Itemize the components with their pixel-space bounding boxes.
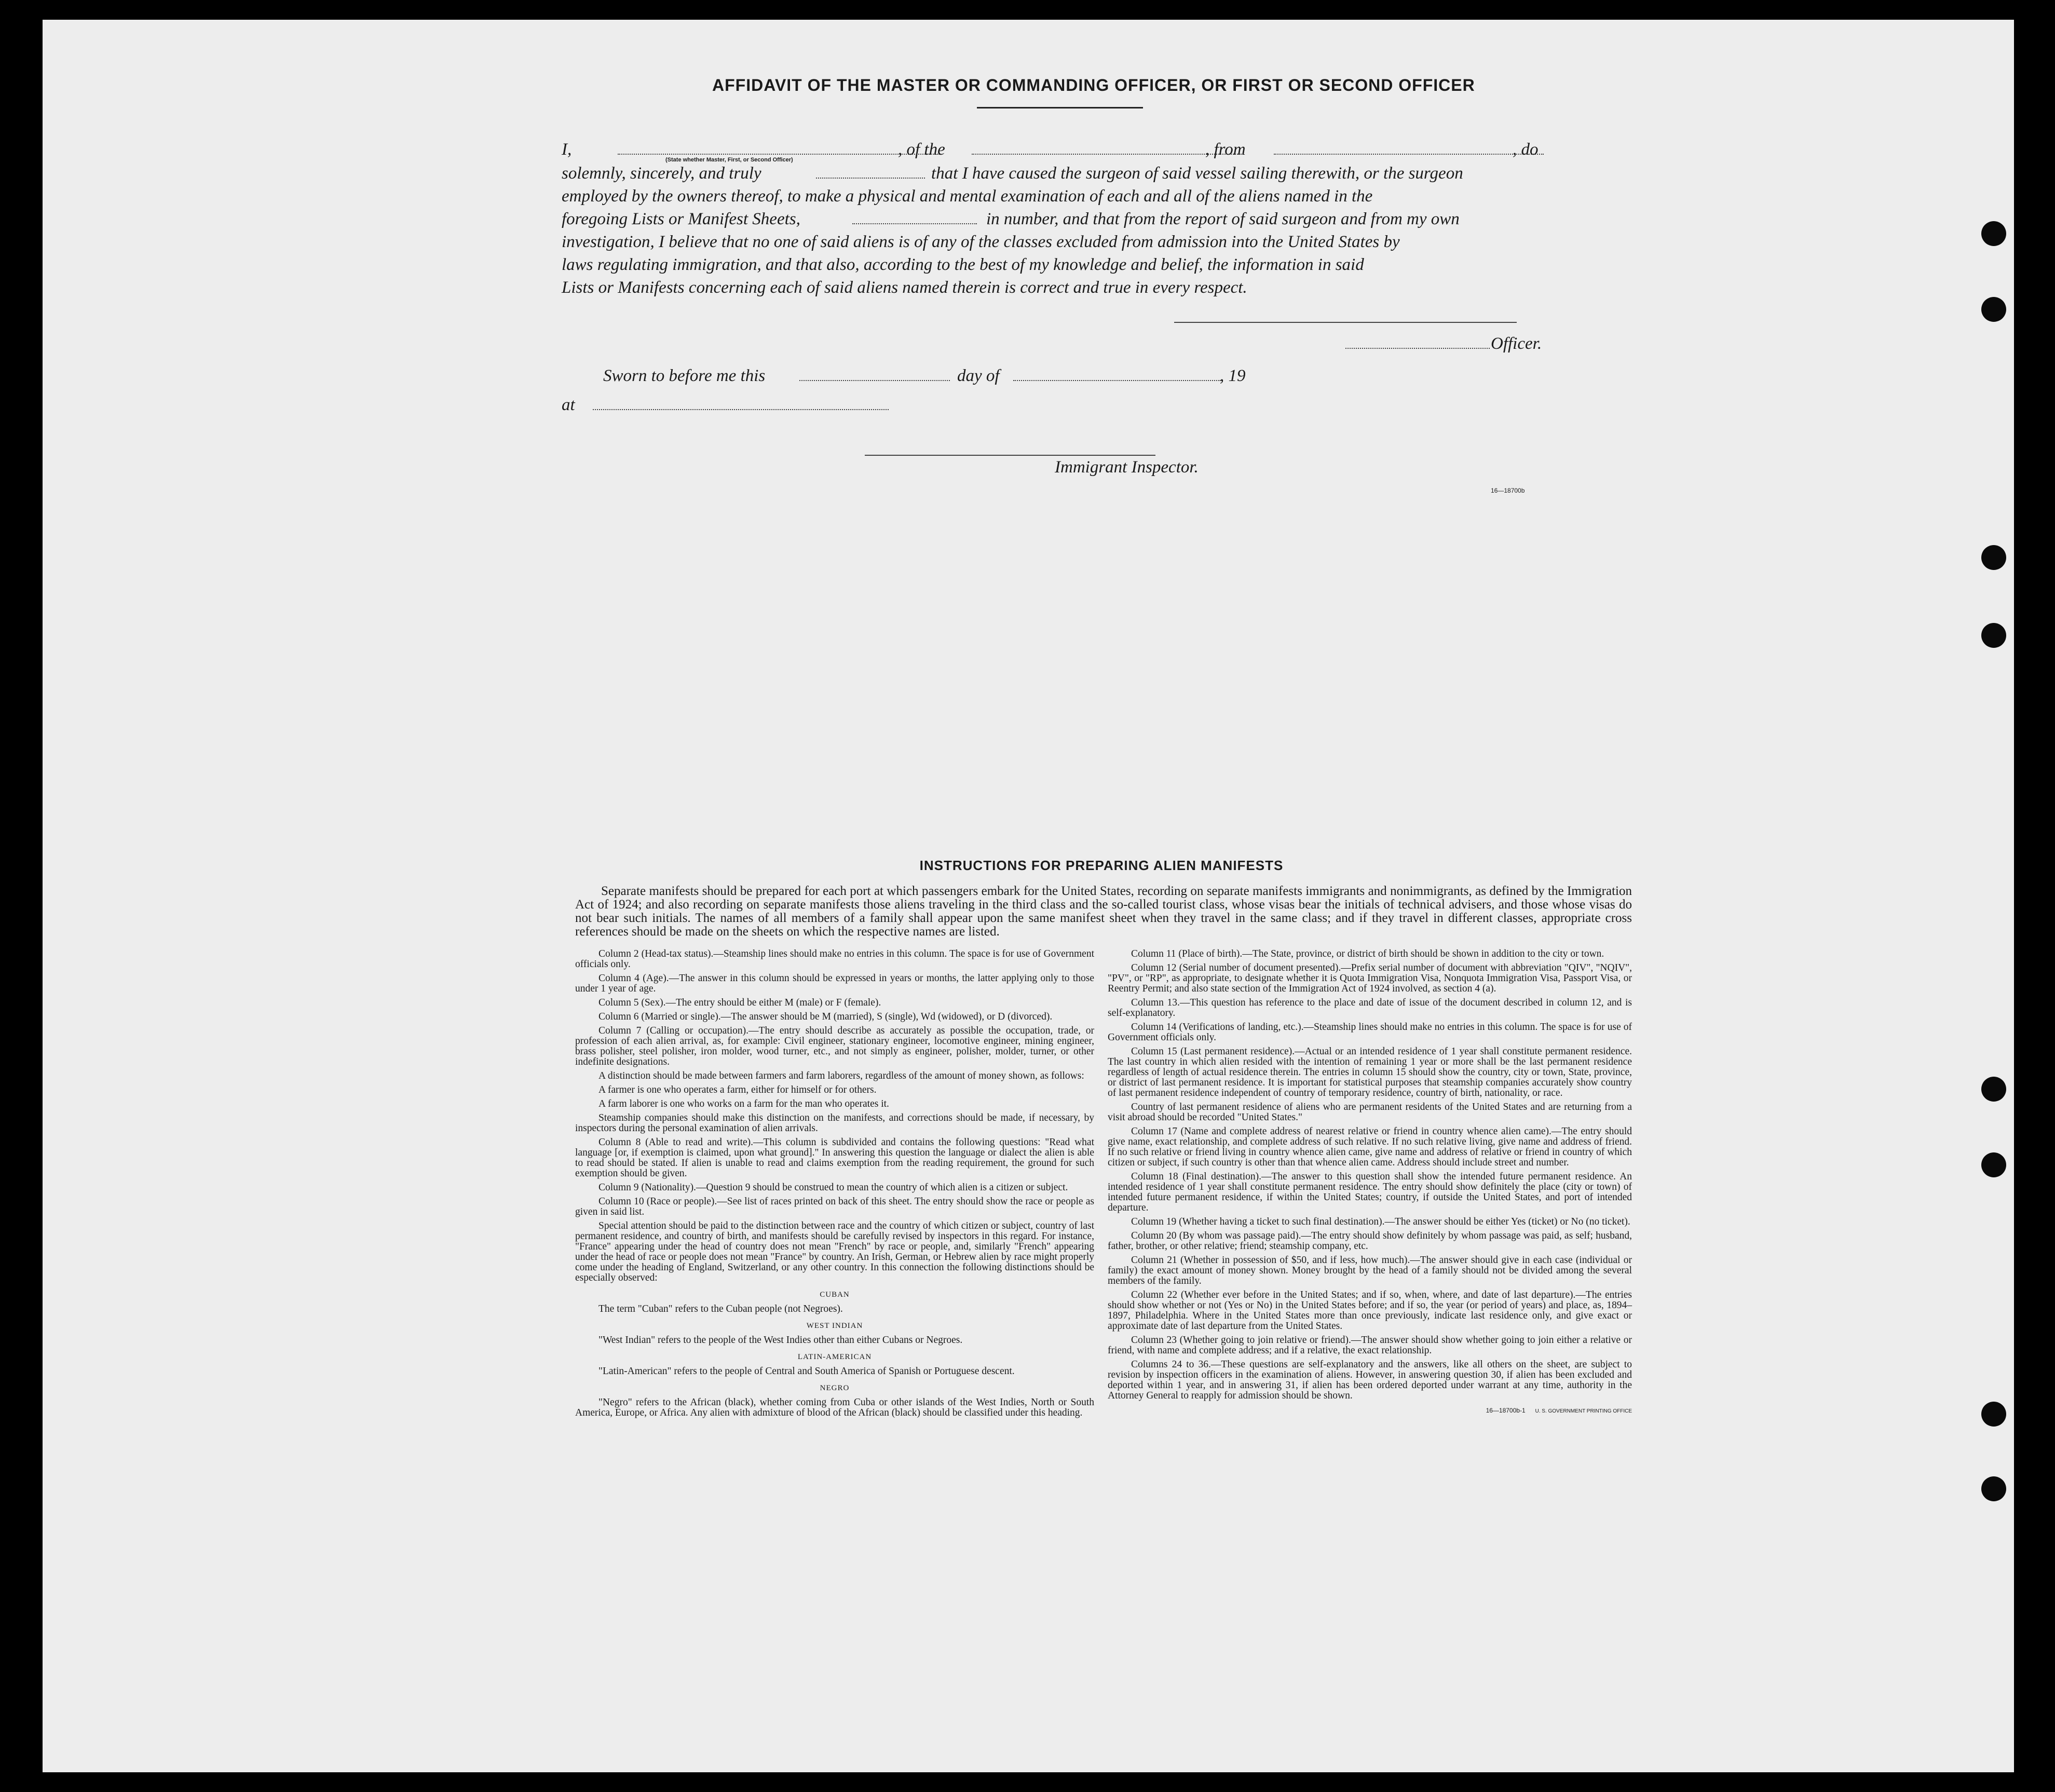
affidavit-line7: Lists or Manifests concerning each of said aliens named therein is correct and true in every respect. bbox=[562, 278, 1247, 297]
heading-west-indian: WEST INDIAN bbox=[806, 1322, 863, 1330]
officer-signature-blank bbox=[1345, 348, 1490, 349]
vessel-name-blank bbox=[972, 154, 1242, 155]
punch-hole bbox=[1981, 1402, 2006, 1427]
instruction-paragraph: "Negro" refers to the African (black), whether coming from Cuba or other islands of the West Indies, North or South America, Europe, or Africa. Any alien with admixture of blood of the African (black) should be classified under this heading. bbox=[575, 1397, 1094, 1418]
month-blank bbox=[1013, 380, 1221, 381]
instruction-paragraph: A distinction should be made between farmers and farm laborers, regardless of the amount of money shown, as follows: bbox=[598, 1070, 1084, 1081]
heading-negro: NEGRO bbox=[820, 1384, 850, 1392]
instruction-paragraph: Column 15 (Last permanent residence).—Actual or an intended residence of 1 year shall constitute permanent residence. The last country in which alien resided with the intention of remaining 1 year or more shall be the last permanent residence regardless of length of actual residence therein. The entries in column 15 should show the country, city or town, State, province, or district of last permanent residence. It is important for statistical purposes that steamship companies accurately show country of last permanent residence independent of country of temporary residence, country of birth, nationality, or race. bbox=[1108, 1046, 1632, 1098]
instruction-paragraph: "Latin-American" refers to the people of Central and South America of Spanish or Portuguese descent. bbox=[598, 1366, 1015, 1377]
affidavit-i: I, bbox=[562, 140, 572, 159]
officer-rank-blank bbox=[618, 154, 940, 155]
heading-cuban: CUBAN bbox=[820, 1291, 850, 1299]
punch-hole bbox=[1981, 623, 2006, 648]
document-sheet bbox=[43, 20, 2014, 1772]
instruction-paragraph: Column 9 (Nationality).—Question 9 should be construed to mean the country of which alien is a citizen or subject. bbox=[598, 1182, 1068, 1193]
sheet-count-blank bbox=[852, 223, 977, 224]
instruction-paragraph: Column 14 (Verifications of landing, etc.).—Steamship lines should make no entries in this column. The space is for use of Government officials only. bbox=[1108, 1022, 1632, 1043]
affidavit-line4a: foregoing Lists or Manifest Sheets, bbox=[562, 210, 800, 228]
affidavit-do: , do bbox=[1513, 140, 1539, 159]
instruction-paragraph: Column 13.—This question has reference to the place and date of issue of the document described in column 12, and is self-explanatory. bbox=[1108, 997, 1632, 1019]
instruction-paragraph: Steamship companies should make this distinction on the manifests, and corrections should be made, if necessary, by inspectors during the personal examination of alien arrivals. bbox=[575, 1112, 1094, 1134]
oath-blank bbox=[816, 178, 925, 179]
instruction-paragraph: Column 2 (Head-tax status).—Steamship lines should make no entries in this column. The space is for use of Government officials only. bbox=[575, 948, 1094, 970]
instruction-paragraph: Column 5 (Sex).—The entry should be either M (male) or F (female). bbox=[598, 997, 881, 1008]
inspector-signature-line bbox=[865, 455, 1155, 456]
affidavit-line2a: solemnly, sincerely, and truly bbox=[562, 164, 761, 183]
instructions-right-column bbox=[1108, 949, 1632, 1417]
instruction-paragraph: Columns 24 to 36.—These questions are self-explanatory and the answers, like all others on the sheet, are subject to revision by inspection officers in the examination of aliens. However, in answering question 30, if alien has been excluded and deported within 1 year, and in answering 31, if alien has been ordered deported under warrant at any time, authority in the Attorney General to reapply for admission should be shown. bbox=[1108, 1359, 1632, 1401]
instructions-title: INSTRUCTIONS FOR PREPARING ALIEN MANIFESTS bbox=[919, 858, 1284, 873]
rank-note: (State whether Master, First, or Second Officer) bbox=[665, 157, 793, 163]
affidavit-line4b: in number, and that from the report of said surgeon and from my own bbox=[986, 210, 1460, 228]
inspector-label: Immigrant Inspector. bbox=[1055, 458, 1199, 477]
instruction-paragraph: Column 20 (By whom was passage paid).—The entry should show definitely by whom passage was paid, as self; husband, father, brother, or other relative; friend; steamship company, etc. bbox=[1108, 1230, 1632, 1252]
affidavit-line6: laws regulating immigration, and that also, according to the best of my knowledge and belief, the information in said bbox=[562, 255, 1364, 274]
affidavit-from: , from bbox=[1205, 140, 1246, 159]
footer-printer: U. S. GOVERNMENT PRINTING OFFICE bbox=[1535, 1408, 1632, 1414]
day-blank bbox=[799, 380, 950, 381]
instruction-paragraph: Column 17 (Name and complete address of nearest relative or friend in country whence alien came).—The entry should give name, exact relationship, and complete address of such relative. If no such relative living, give name and address of friend. If no such relative or friend living in country whence alien came, give name and address of relative or friend in country of which citizen or subject, if such country is other than that whence alien came. Address should include street and number. bbox=[1108, 1126, 1632, 1168]
affidavit-line3: employed by the owners thereof, to make a physical and mental examination of each and all of the aliens named in the bbox=[562, 187, 1373, 206]
affidavit-line2b: that I have caused the surgeon of said vessel sailing therewith, or the surgeon bbox=[931, 164, 1463, 183]
instruction-paragraph: Column 18 (Final destination).—The answer to this question shall show the intended future permanent residence. An intended residence of 1 year shall constitute permanent residence. The entry should show definitely the place (city or town) of intended future permanent residence, if within the United States; country, if outside the United States, and port of intended departure. bbox=[1108, 1171, 1632, 1213]
instruction-paragraph: "West Indian" refers to the people of the West Indies other than either Cubans or Negroes. bbox=[598, 1335, 963, 1346]
punch-hole bbox=[1981, 221, 2006, 246]
title-rule bbox=[977, 107, 1143, 108]
instruction-paragraph: Column 22 (Whether ever before in the United States; and if so, when, where, and date of last departure).—The entries should show whether or not (Yes or No) in the United States before; and if so, the year (or period of years) and place, as, 1894–1897, Philadelphia. Where in the United States more than once previously, indicate last residence only, and give exact or approximate date of last departure from the United States. bbox=[1108, 1289, 1632, 1332]
instruction-paragraph: Column 8 (Able to read and write).—This column is subdivided and contains the following questions: "Read what language [or, if exemption is claimed, upon what ground]." In answering this question the language or dialect the alien is able to read should be stated. If alien is unable to read and claims exemption from the reading requirement, the ground for such exemption should be given. bbox=[575, 1137, 1094, 1179]
heading-latin-american: LATIN-AMERICAN bbox=[797, 1353, 872, 1361]
instruction-paragraph: Column 19 (Whether having a ticket to such final destination).—The answer should be either Yes (ticket) or No (no ticket). bbox=[1131, 1216, 1630, 1227]
instruction-paragraph: Country of last permanent residence of aliens who are permanent residents of the United States and are returning from a visit abroad should be recorded "United States." bbox=[1108, 1102, 1632, 1123]
instruction-paragraph: Column 4 (Age).—The answer in this column should be expressed in years or months, the latter applying only to those under 1 year of age. bbox=[575, 973, 1094, 994]
instruction-paragraph: Special attention should be paid to the distinction between race and the country of which citizen or subject, country of last permanent residence, and country of birth, and manifests should be carefully revised by inspectors in this regard. For instance, "France" appearing under the head of country does not mean "French" by race or people, and, similarly "French" appearing under the head of race or people does not mean "France" by country. An Irish, German, or Hebrew alien by race might properly come under the heading of England, Switzerland, or any other country. In this connection the following distinctions should be especially observed: bbox=[575, 1220, 1094, 1283]
officer-label: Officer. bbox=[1491, 334, 1542, 353]
day-of-label: day of bbox=[957, 366, 1000, 385]
instruction-paragraph: Column 21 (Whether in possession of $50, and if less, how much).—The answer should give in each case (individual or family) the exact amount of money shown. Money brought by the head of a family should not be divided among the several members of the family. bbox=[1108, 1255, 1632, 1286]
punch-hole bbox=[1981, 1152, 2006, 1177]
instructions-left-column bbox=[575, 949, 1094, 1422]
punch-hole bbox=[1981, 1077, 2006, 1102]
instruction-paragraph: Column 23 (Whether going to join relative or friend).—The answer should show whether going to join either a relative or friend, with name and complete address; and if a relative, the exact relationship. bbox=[1108, 1335, 1632, 1356]
year-label: , 19 bbox=[1220, 366, 1246, 385]
footer bbox=[1108, 1405, 1632, 1417]
instruction-paragraph: The term "Cuban" refers to the Cuban people (not Negroes). bbox=[598, 1304, 843, 1314]
instruction-paragraph: Column 7 (Calling or occupation).—The entry should describe as accurately as possible the occupation, trade, or profession of each alien arrival, as, for example: Civil engineer, stationary engineer, locomotive engineer, mining engineer, brass polisher, steel polisher, iron molder, wood turner, etc., and not simply as engineer, polisher, molder, turner, or other indefinite designations. bbox=[575, 1025, 1094, 1067]
punch-hole bbox=[1981, 545, 2006, 570]
instruction-paragraph: Column 12 (Serial number of document presented).—Prefix serial number of document with abbreviation "QIV", "NQIV", "PV", or "RP", as appropriate, to designate whether it is Quota Immigration Visa, Nonquota Immigration Visa, Passport Visa, or Reentry Permit; and also state section of the Immigration Act of 1924 involved, as section 4 (a). bbox=[1108, 962, 1632, 994]
at-label: at bbox=[562, 396, 575, 414]
instructions-intro: Separate manifests should be prepared for each port at which passengers embark for the United States, recording on separate manifests immigrants and nonimmigrants, as defined by the Immigration Act of 1924; and also recording on separate manifests those aliens traveling in the third class and the so-called tourist class, whose visas bear the initials of technical advisers, and those whose visas do not bear such initials. The names of all members of a family shall appear upon the same manifest sheet when they travel in the same class; and if they travel in different classes, appropriate cross references should be made on the sheets on which the respective names are listed. bbox=[575, 884, 1632, 939]
affidavit-of-the: , of the bbox=[898, 140, 945, 159]
instruction-paragraph: A farm laborer is one who works on a farm for the man who operates it. bbox=[598, 1098, 889, 1109]
instruction-paragraph: Column 11 (Place of birth).—The State, province, or district of birth should be shown in addition to the city or town. bbox=[1131, 948, 1604, 959]
instruction-paragraph: A farmer is one who operates a farm, either for himself or for others. bbox=[598, 1084, 877, 1095]
punch-hole bbox=[1981, 297, 2006, 322]
footer-form-code: 16—18700b-1 bbox=[1486, 1407, 1526, 1414]
affidavit-line5: investigation, I believe that no one of said aliens is of any of the classes excluded from admission into the United States by bbox=[562, 233, 1400, 251]
port-blank bbox=[1274, 154, 1544, 155]
punch-hole bbox=[1981, 1476, 2006, 1501]
sworn-label: Sworn to before me this bbox=[603, 366, 766, 385]
place-blank bbox=[593, 409, 889, 410]
affidavit-title: AFFIDAVIT OF THE MASTER OR COMMANDING OFFICER, OR FIRST OR SECOND OFFICER bbox=[712, 76, 1475, 94]
signature-line bbox=[1174, 322, 1517, 323]
affidavit-form-code: 16—18700b bbox=[1491, 487, 1525, 494]
instruction-paragraph: Column 6 (Married or single).—The answer should be M (married), S (single), Wd (widowed), or D (divorced). bbox=[598, 1011, 1053, 1022]
instruction-paragraph: Column 10 (Race or people).—See list of races printed on back of this sheet. The entry should show the race or people as given in said list. bbox=[575, 1196, 1094, 1217]
